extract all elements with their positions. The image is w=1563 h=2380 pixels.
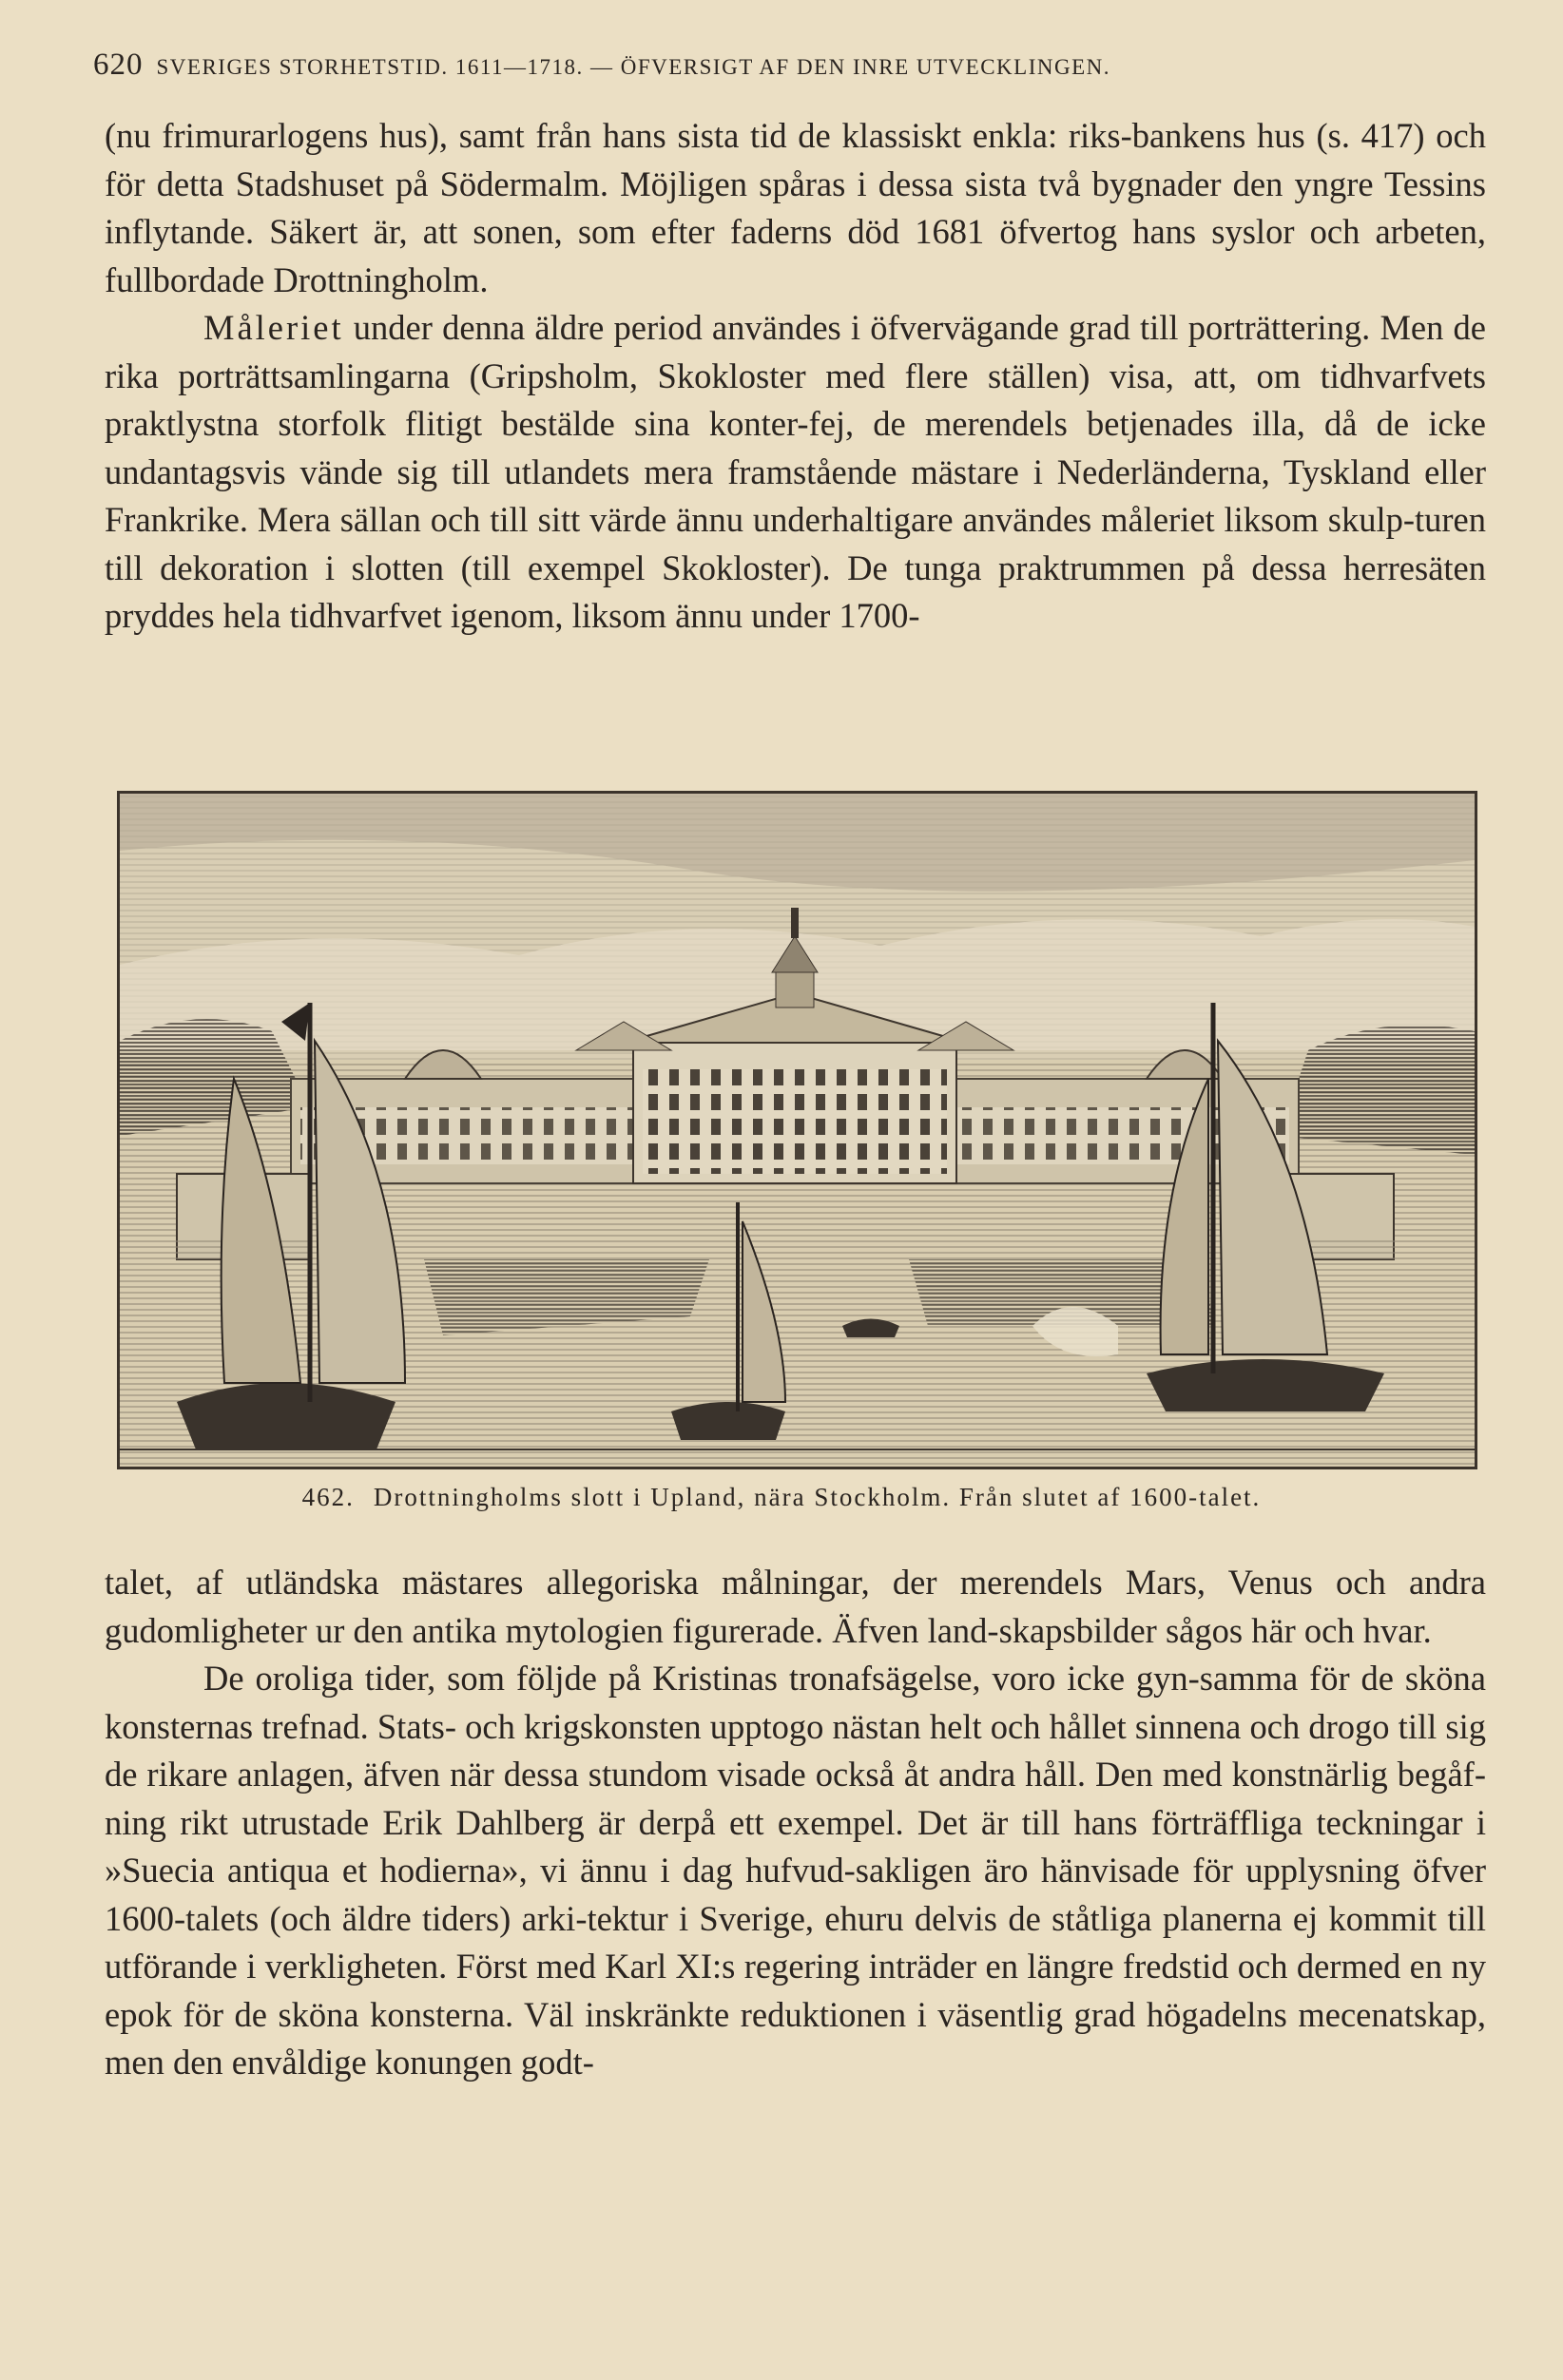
figure-number: 462. — [301, 1483, 355, 1511]
figure-caption-text: Drottningholms slott i Upland, nära Stockholm. Från slutet af 1600-talet. — [373, 1483, 1262, 1511]
palace-engraving — [120, 794, 1475, 1467]
running-header — [93, 48, 1491, 83]
bottom-text-block — [105, 1559, 1486, 2087]
header-title: SVERIGES STORHETSTID. 1611—1718. — ÖFVERSIGT AF DEN INRE UTVECKLINGEN. — [156, 55, 1111, 79]
paragraph-1: (nu frimurarlogens hus), samt från hans sista tid de klassiskt enkla: riks-bankens hus (s. 417) och för detta Stadshuset på Södermalm. Möjligen spåras i dessa sista två bygnader den yngre Tessins inflytande. Säkert är, att sonen, som efter faderns död 1681 öfvertog hans syslor och arbeten, fullbordade Drottningholm. — [105, 116, 1486, 299]
figure-caption — [0, 1483, 1563, 1512]
paragraph-4: De oroliga tider, som följde på Kristinas tronafsägelse, voro icke gyn-samma för de sköna konsternas trefnad. Stats- och krigskonsten upptogo nästan helt och hållet sinnena och drogo till sig de rikare anlagen, äfven när dessa stundom visade också åt andra håll. Den med konstnärlig begåf-ning rikt utrustade Erik Dahlberg är derpå ett exempel. Det är till hans förträffliga teckningar i »Suecia antiqua et hodierna», vi ännu i dag hufvud-sakligen äro hänvisade för upplysning öfver 1600-talets (och äldre tiders) arki-tektur i Sverige, ehuru delvis de ståtliga planerna ej kommit till utförande i verkligheten. Först med Karl XI:s regering inträder en längre fredstid och dermed en ny epok för de sköna konsterna. Väl inskränkte reduktionen i väsentlig grad högadelns mecenatskap, men den envåldige konungen godt- — [105, 1659, 1486, 2082]
top-text-block — [105, 112, 1486, 641]
paragraph-2-text: under denna äldre period användes i öfvervägande grad till porträttering. Men de rika porträttsamlingarna (Gripsholm, Skokloster med flere ställen) visa, att, om tidhvarfvets praktlystna storfolk flitigt bestälde sina konter-fej, de merendels betjenades illa, då de icke undantagsvis vände sig till utlandets mera framstående mästare i Nederländerna, Tyskland eller Frankrike. Mera sällan och till sitt värde ännu underhaltigare användes måleriet liksom skulp-turen till dekoration i slotten (till exempel Skokloster). De tunga praktrummen på dessa herresäten pryddes hela tidhvarfvet igenom, liksom ännu under 1700- — [105, 308, 1486, 635]
paragraph-3: talet, af utländska mästares allegoriska målningar, der merendels Mars, Venus och andra gudomligheter ur den antika mytologien figurerade. Äfven land-skapsbilder sågos här och hvar. — [105, 1563, 1486, 1650]
spaced-word: Måleriet — [203, 308, 344, 347]
page-number: 620 — [93, 48, 144, 82]
engraving-figure — [117, 791, 1477, 1469]
paragraph-2 — [105, 304, 1486, 641]
